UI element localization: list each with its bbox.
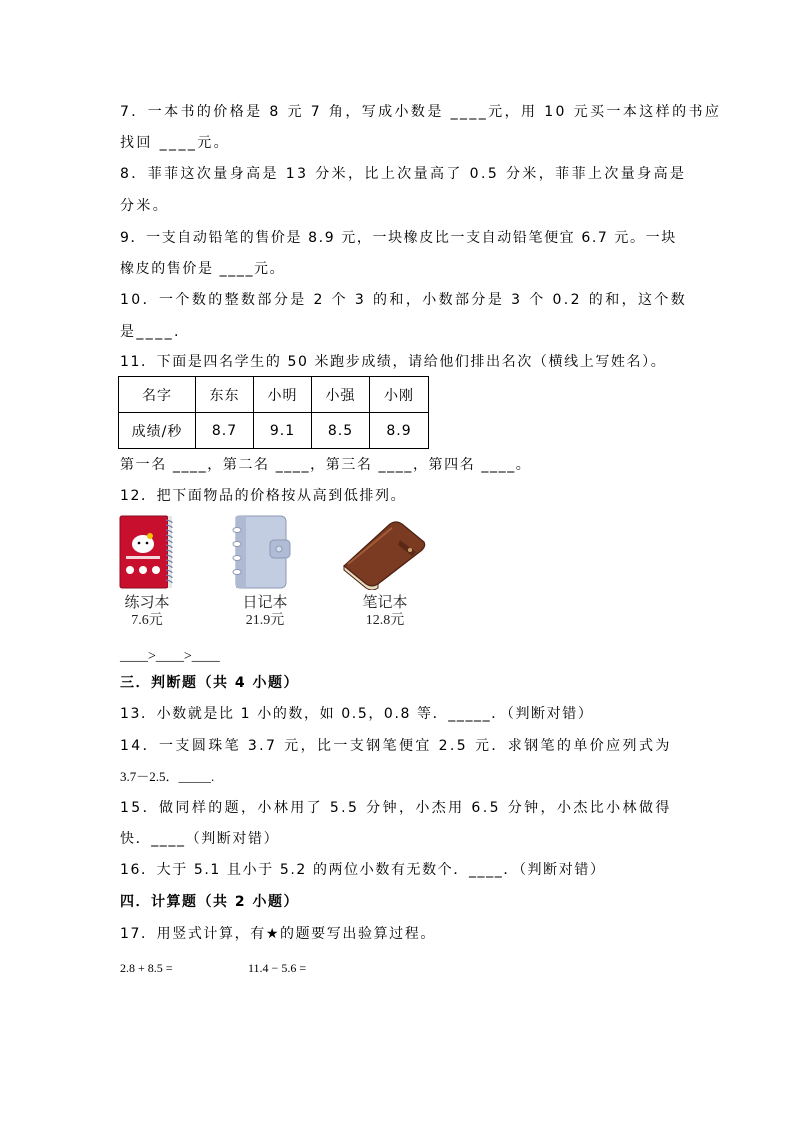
table-cell: 8.5 xyxy=(312,413,370,449)
question-10-line-1: 10．一个数的整数部分是 2 个 3 的和，小数部分是 3 个 0.2 的和，这个数 xyxy=(120,292,688,308)
question-17-text: 17．用竖式计算，有★的题要写出验算过程。 xyxy=(120,926,436,942)
calc-expression-1: 2.8 + 8.5 = xyxy=(120,961,173,975)
item-name: 笔记本 xyxy=(362,595,408,611)
item-price: 12.8元 xyxy=(365,613,405,628)
table-cell: 小明 xyxy=(254,377,312,413)
item-price: 21.9元 xyxy=(245,613,285,628)
item-exercise-book xyxy=(92,514,202,629)
question-7-line-1: 7．一本书的价格是 8 元 7 角，写成小数是 ____元，用 10 元买一本这样的书应 xyxy=(120,104,722,120)
red-spiral-notebook-icon xyxy=(116,514,176,590)
question-10-line-2: 是____. xyxy=(120,324,181,340)
question-13-text: 13．小数就是比 1 小的数，如 0.5，0.8 等．_____．（判断对错） xyxy=(120,706,594,722)
table-header-row xyxy=(119,377,429,413)
brown-leather-notebook-icon xyxy=(340,514,426,590)
question-7-line-2: 找回 ____元。 xyxy=(120,135,231,151)
table-row xyxy=(119,413,429,449)
item-name: 练习本 xyxy=(124,595,170,611)
table-cell: 9.1 xyxy=(254,413,312,449)
item-name: 日记本 xyxy=(242,595,288,611)
table-cell: 8.7 xyxy=(196,413,254,449)
question-16-text: 16．大于 5.1 且小于 5.2 的两位小数有无数个．____．（判断对错） xyxy=(120,862,606,878)
question-11-text: 11．下面是四名学生的 50 米跑步成绩，请给他们排出名次（横线上写姓名）。 xyxy=(120,354,667,370)
table-cell: 名字 xyxy=(119,377,196,413)
running-scores-table xyxy=(118,376,429,449)
table-cell: 成绩/秒 xyxy=(119,413,196,449)
question-12-text: 12．把下面物品的价格按从高到低排列。 xyxy=(120,488,407,504)
section-3-heading: 三．判断题（共 4 小题） xyxy=(120,675,299,691)
table-cell: 小刚 xyxy=(370,377,429,413)
table-cell: 小强 xyxy=(312,377,370,413)
item-price: 7.6元 xyxy=(131,613,163,628)
question-9-line-1: 9．一支自动铅笔的售价是 8.9 元，一块橡皮比一支自动铅笔便宜 6.7 元。一块 xyxy=(120,230,677,246)
question-15-line-2: 快．____（判断对错） xyxy=(120,831,280,847)
question-9-line-2: 橡皮的售价是 ____元。 xyxy=(120,261,286,277)
calc-expression-2: 11.4 − 5.6 = xyxy=(248,961,307,975)
question-8-line-2: 分米。 xyxy=(120,198,170,214)
blue-diary-icon xyxy=(228,514,294,590)
item-notebook xyxy=(330,514,440,629)
question-15-line-1: 15．做同样的题，小林用了 5.5 分钟，小杰用 6.5 分钟，小杰比小林做得 xyxy=(120,800,672,816)
question-11-ranking: 第一名 ____，第二名 ____，第三名 ____，第四名 ____。 xyxy=(120,457,532,473)
section-4-heading: 四．计算题（共 2 小题） xyxy=(120,894,299,910)
question-14-line-1: 14．一支圆珠笔 3.7 元，比一支钢笔便宜 2.5 元．求钢笔的单价应列式为 xyxy=(120,738,672,754)
table-cell: 东东 xyxy=(196,377,254,413)
question-14-line-2: 3.7－2.5．_____. xyxy=(120,769,215,784)
table-cell: 8.9 xyxy=(370,413,429,449)
question-8-line-1: 8．菲菲这次量身高是 13 分米，比上次量高了 0.5 分米，菲菲上次量身高是 xyxy=(120,166,687,182)
item-diary xyxy=(210,514,320,629)
question-12-answer: ____>____>____ xyxy=(120,649,220,664)
